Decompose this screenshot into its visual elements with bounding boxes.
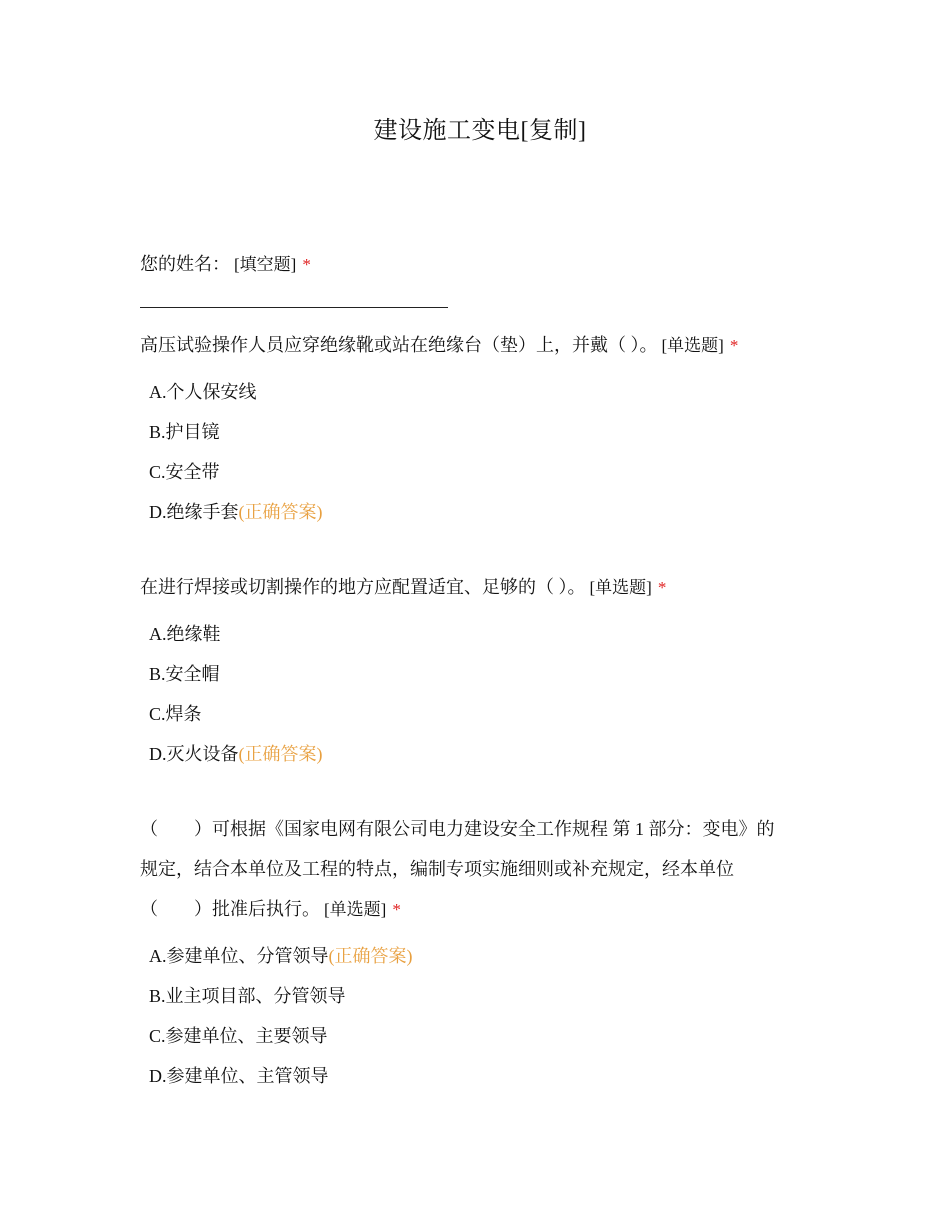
option-d[interactable]: [140, 1056, 820, 1096]
question-line-2: 规定，结合本单位及工程的特点，编制专项实施细则或补充规定，经本单位: [140, 859, 734, 879]
option-b[interactable]: [140, 976, 820, 1016]
question-text: [140, 809, 820, 930]
option-label: C.焊条: [149, 704, 202, 724]
name-answer-blank[interactable]: [140, 307, 448, 308]
option-d[interactable]: [140, 492, 820, 532]
option-a[interactable]: [140, 614, 820, 654]
question-text: [140, 567, 820, 608]
option-d[interactable]: [140, 734, 820, 774]
option-a[interactable]: [140, 936, 820, 976]
option-b[interactable]: [140, 654, 820, 694]
question-text: [140, 244, 820, 285]
question-label: 高压试验操作人员应穿绝缘靴或站在绝缘台（垫）上，并戴（ ）。: [140, 335, 658, 355]
option-list: [140, 614, 820, 774]
option-c[interactable]: [140, 452, 820, 492]
option-label: C.参建单位、主要领导: [149, 1026, 328, 1046]
question-2: [140, 325, 820, 532]
option-label: D.灭火设备: [149, 744, 239, 764]
option-label: D.绝缘手套: [149, 502, 239, 522]
question-name: [140, 244, 820, 285]
option-label: A.参建单位、分管领导: [149, 946, 329, 966]
option-label: D.参建单位、主管领导: [149, 1066, 329, 1086]
option-label: C.安全带: [149, 462, 220, 482]
question-line-3: [140, 889, 820, 930]
correct-answer-tag: (正确答案): [328, 946, 413, 966]
question-line-1: （ ）可根据《国家电网有限公司电力建设安全工作规程 第 1 部分：变电》的: [140, 819, 775, 839]
question-type: [单选题]: [324, 900, 387, 919]
page-title: 建设施工变电[复制]: [373, 118, 587, 144]
question-label: （ ）批准后执行。: [140, 899, 320, 919]
question-type: [单选题]: [589, 578, 652, 597]
correct-answer-tag: (正确答案): [238, 744, 323, 764]
question-type: [填空题]: [234, 255, 297, 274]
option-label: B.业主项目部、分管领导: [149, 986, 346, 1006]
question-4: [140, 809, 820, 1096]
option-label: B.护目镜: [149, 422, 220, 442]
option-c[interactable]: [140, 1016, 820, 1056]
question-type: [单选题]: [661, 336, 724, 355]
question-3: [140, 567, 820, 774]
option-label: A.绝缘鞋: [149, 624, 221, 644]
option-list: [140, 936, 820, 1096]
question-text: [140, 325, 820, 366]
required-mark: *: [729, 336, 739, 355]
question-label: 您的姓名：: [140, 254, 230, 274]
option-label: B.安全帽: [149, 664, 220, 684]
required-mark: *: [392, 900, 401, 919]
option-c[interactable]: [140, 694, 820, 734]
option-b[interactable]: [140, 412, 820, 452]
question-label: 在进行焊接或切割操作的地方应配置适宜、足够的（ ）。: [140, 577, 586, 597]
required-mark: *: [302, 255, 311, 274]
required-mark: *: [657, 578, 667, 597]
option-list: [140, 372, 820, 532]
option-label: A.个人保安线: [149, 382, 257, 402]
option-a[interactable]: [140, 372, 820, 412]
correct-answer-tag: (正确答案): [238, 502, 323, 522]
